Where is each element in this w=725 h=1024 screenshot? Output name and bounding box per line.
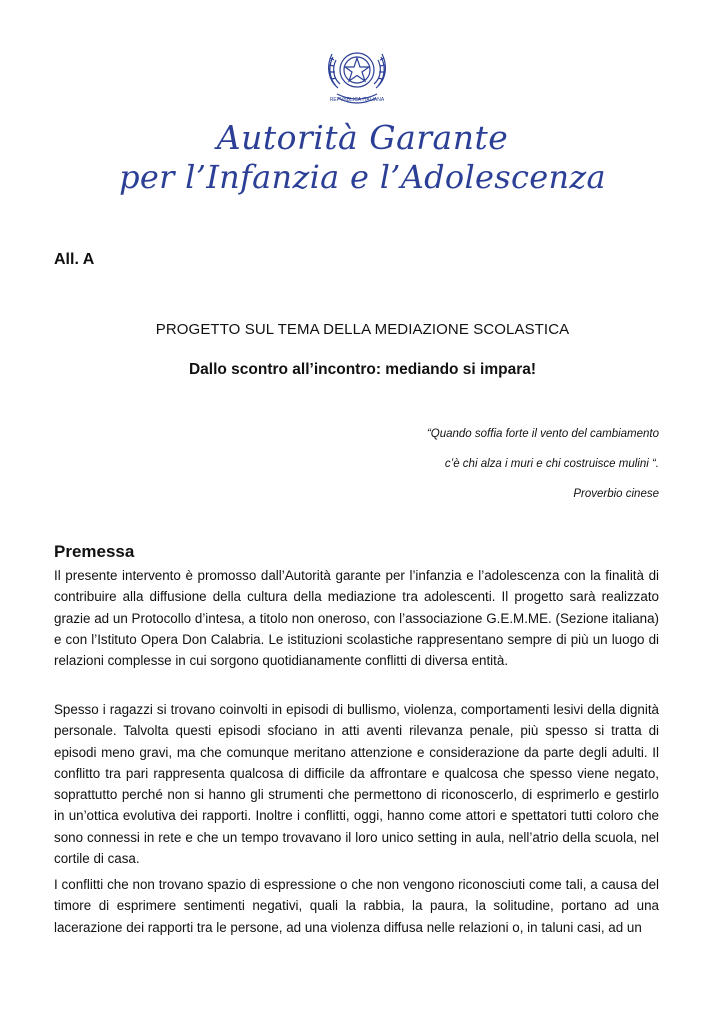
italian-republic-emblem-icon: [318, 38, 396, 110]
quote-source: Proverbio cinese: [573, 488, 659, 500]
paragraph: Il presente intervento è promosso dall’Autorità garante per l’infanzia e l’adolescenza con la finalità di contribuire alla diffusione della cultura della mediazione tra adolescenti. Il progetto sarà realizzato grazie ad un Protocollo d’intesa, a titolo non oneroso, con l’associazione G.E.M.ME. (Sezione italiana) e con l’Istituto Opera Don Calabria. Le istituzioni scolastiche rappresentano sempre di più un luogo di relazioni complesse in cui sorgono quotidianamente conflitti di diversa entità.: [54, 568, 659, 669]
quote-line-1: “Quando soffia forte il vento del cambiamento: [426, 428, 659, 440]
logo-title: Autorità Garante: [216, 118, 509, 157]
attachment-label: All. A: [54, 251, 95, 268]
quote-line-2: c’è chi alza i muri e chi costruisce mulini “.: [444, 458, 659, 470]
section-heading-premessa: Premessa: [54, 542, 135, 561]
paragraph: I conflitti che non trovano spazio di espressione o che non vengono riconosciuti come tali, a causa del timore di esprimere sentimenti negativi, quali la rabbia, la paura, la solitudine, portano ad una lacerazione dei rapporti tra le persone, ad una violenza diffusa nelle relazioni o, in taluni casi, ad un: [54, 877, 659, 935]
emblem-ribbon-text: REPVBBLICA ITALIANA: [329, 97, 385, 103]
document-subtitle: Dallo scontro all’incontro: mediando si impara!: [188, 361, 537, 378]
document-title: PROGETTO SUL TEMA DELLA MEDIAZIONE SCOLASTICA: [155, 321, 570, 338]
paragraph: Spesso i ragazzi si trovano coinvolti in episodi di bullismo, violenza, comportamenti lesivi della dignità personale. Talvolta questi episodi sfociano in atti aventi rilevanza penale, più spesso si tratta di episodi meno gravi, ma che comunque meritano attenzione e considerazione da parte degli adulti. Il conflitto tra pari rappresenta qualcosa di difficile da affrontare e qualcosa che spesso viene negato, soprattutto perché non si hanno gli strumenti che permettono di riconoscerlo, di esprimerlo e gestirlo in un’ottica evolutiva dei rapporti. Inoltre i conflitti, oggi, hanno come attori e spettatori tutti coloro che sono connessi in rete e che un tempo trovavano il loro unico setting in aula, nell’atrio della scuola, nel cortile di casa.: [54, 702, 659, 867]
logo-subtitle: per l’Infanzia e l’Adolescenza: [119, 158, 606, 196]
